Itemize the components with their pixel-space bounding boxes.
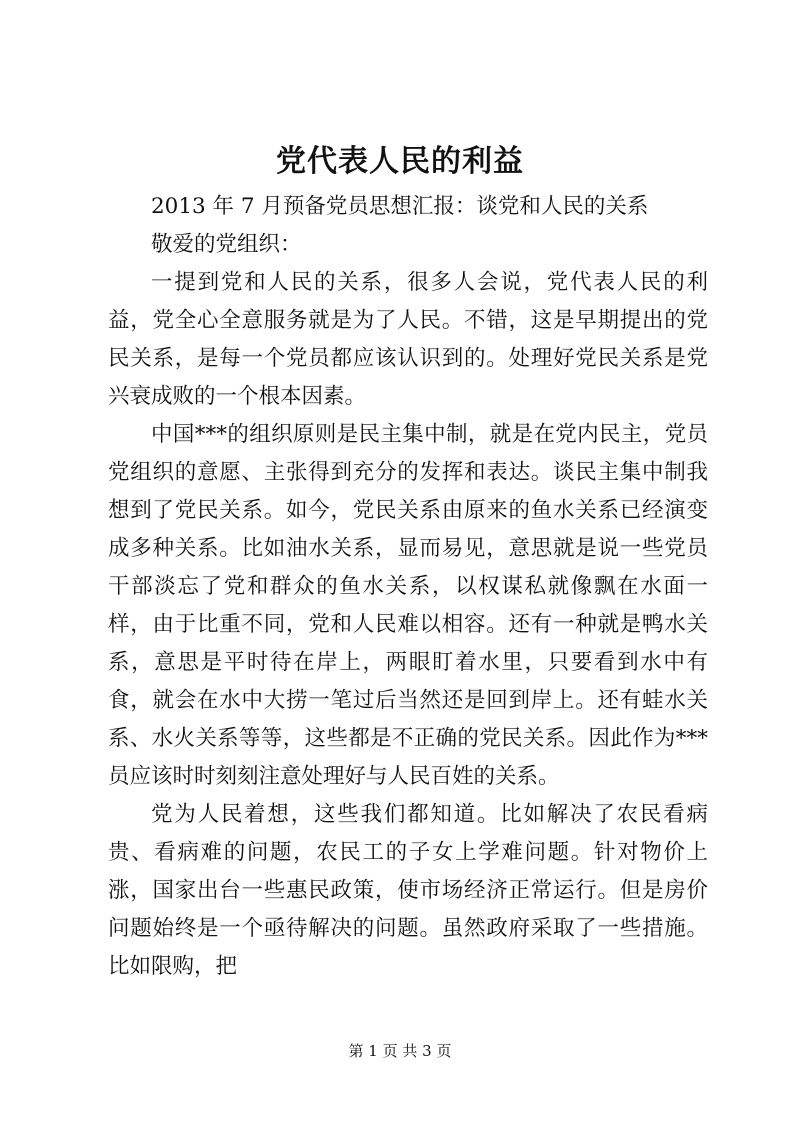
paragraph-2: 中国***的组织原则是民主集中制，就是在党内民主，党员党组织的意愿、主张得到充分的发挥和表达。谈民主集中制我想到了党民关系。如今，党民关系由原来的鱼水关系已经演变成多种关系。比如油水关系，显而易见，意思就是说一些党员干部淡忘了党和群众的鱼水关系，以权谋私就像飘在水面一样，由于比重不同，党和人民难以相容。还有一种就是鸭水关系，意思是平时待在岸上，两眼盯着水里，只要看到水中有食，就会在水中大捞一笔过后当然还是回到岸上。还有蛙水关系、水火关系等等，这些都是不正确的党民关系。因此作为***员应该时时刻刻注意处理好与人民百姓的关系。 [108, 422, 708, 789]
document-title: 党代表人民的利益 [276, 144, 524, 179]
paragraph-subtitle: 2013 年 7 月预备党员思想汇报：谈党和人民的关系 [151, 194, 649, 219]
paragraph-3: 党为人民着想，这些我们都知道。比如解决了农民看病贵、看病难的问题，农民工的子女上学难问题。针对物价上涨，国家出台一些惠民政策，使市场经济正常运行。但是房价问题始终是一个亟待解决的问题。虽然政府采取了一些措施。比如限购，把 [108, 802, 708, 979]
document-body [108, 188, 708, 986]
paragraph-1: 一提到党和人民的关系，很多人会说，党代表人民的利益，党全心全意服务就是为了人民。不错，这是早期提出的党民关系，是每一个党员都应该认识到的。处理好党民关系是党兴衰成败的一个根本因素。 [108, 270, 708, 409]
paragraph-salutation: 敬爱的党组织： [151, 232, 302, 257]
page-footer: 第 1 页 共 3 页 [348, 1042, 452, 1060]
